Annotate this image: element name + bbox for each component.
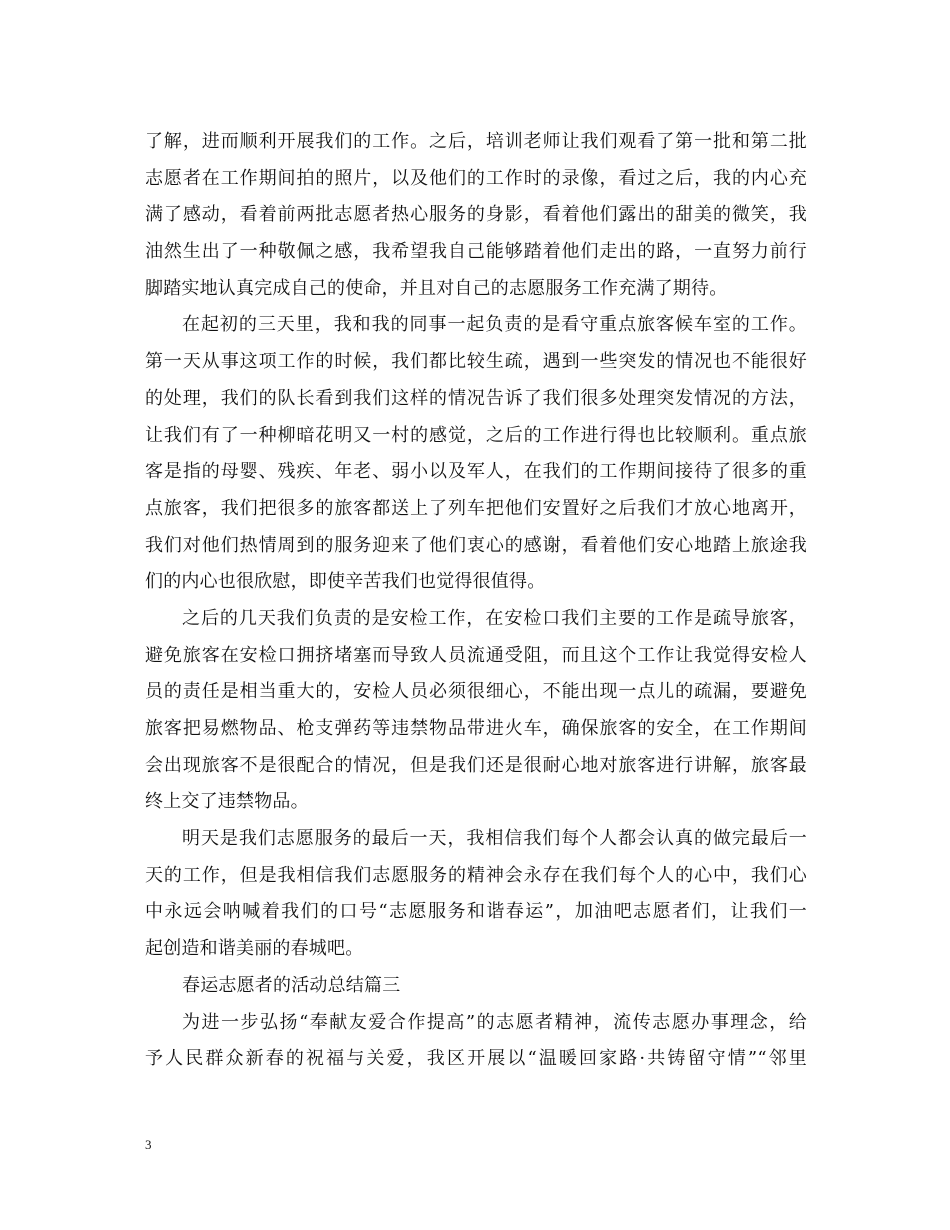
text-line: 终上交了违禁物品。	[145, 791, 309, 813]
text-line: 会出现旅客不是很配合的情况，但是我们还是很耐心地对旅客进行讲解，旅客最	[145, 754, 807, 776]
text-line: 予人民群众新春的祝福与关爱，我区开展以“温暖回家路·共铸留守情”“邻里	[145, 1048, 807, 1070]
text-line: 中永远会呐喊着我们的口号“志愿服务和谐春运”，加油吧志愿者们，让我们一	[145, 901, 807, 923]
text-line: 春运志愿者的活动总结篇三	[182, 974, 401, 996]
text-line: 之后的几天我们负责的是安检工作，在安检口我们主要的工作是疏导旅客，	[182, 607, 807, 629]
text-line: 在起初的三天里，我和我的同事一起负责的是看守重点旅客候车室的工作。	[182, 314, 807, 336]
text-line: 明天是我们志愿服务的最后一天，我相信我们每个人都会认真的做完最后一	[182, 828, 807, 850]
text-line: 避免旅客在安检口拥挤堵塞而导致人员流通受阻，而且这个工作让我觉得安检人	[145, 644, 807, 666]
body-text	[145, 124, 807, 1078]
text-line: 点旅客，我们把很多的旅客都送上了列车把他们安置好之后我们才放心地离开，	[145, 497, 807, 519]
text-line: 我们对他们热情周到的服务迎来了他们衷心的感谢，看着他们安心地踏上旅途我	[145, 534, 807, 556]
text-line: 志愿者在工作期间拍的照片，以及他们的工作时的录像，看过之后，我的内心充	[145, 167, 807, 189]
text-line: 员的责任是相当重大的，安检人员必须很细心，不能出现一点儿的疏漏，要避免	[145, 681, 807, 703]
text-line: 起创造和谐美丽的春城吧。	[145, 938, 364, 960]
page-number: 3	[145, 1137, 152, 1152]
text-line: 的处理，我们的队长看到我们这样的情况告诉了我们很多处理突发情况的方法，	[145, 387, 807, 409]
text-line: 满了感动，看着前两批志愿者热心服务的身影，看着他们露出的甜美的微笑，我	[145, 204, 807, 226]
text-line: 为进一步弘扬“奉献友爱合作提高”的志愿者精神，流传志愿办事理念，给	[182, 1011, 807, 1033]
text-line: 让我们有了一种柳暗花明又一村的感觉，之后的工作进行得也比较顺利。重点旅	[145, 424, 807, 446]
text-line: 客是指的母婴、残疾、年老、弱小以及军人，在我们的工作期间接待了很多的重	[145, 461, 807, 483]
text-line: 们的内心也很欣慰，即使辛苦我们也觉得很值得。	[145, 571, 546, 593]
text-line: 第一天从事这项工作的时候，我们都比较生疏，遇到一些突发的情况也不能很好	[145, 351, 807, 373]
text-line: 脚踏实地认真完成自己的使命，并且对自己的志愿服务工作充满了期待。	[145, 277, 728, 299]
text-line: 油然生出了一种敬佩之感，我希望我自己能够踏着他们走出的路，一直努力前行	[145, 241, 807, 263]
text-line: 了解，进而顺利开展我们的工作。之后，培训老师让我们观看了第一批和第二批	[145, 131, 807, 152]
text-line: 旅客把易燃物品、枪支弹药等违禁物品带进火车，确保旅客的安全，在工作期间	[145, 718, 807, 739]
text-line: 天的工作，但是我相信我们志愿服务的精神会永存在我们每个人的心中，我们心	[145, 864, 807, 886]
